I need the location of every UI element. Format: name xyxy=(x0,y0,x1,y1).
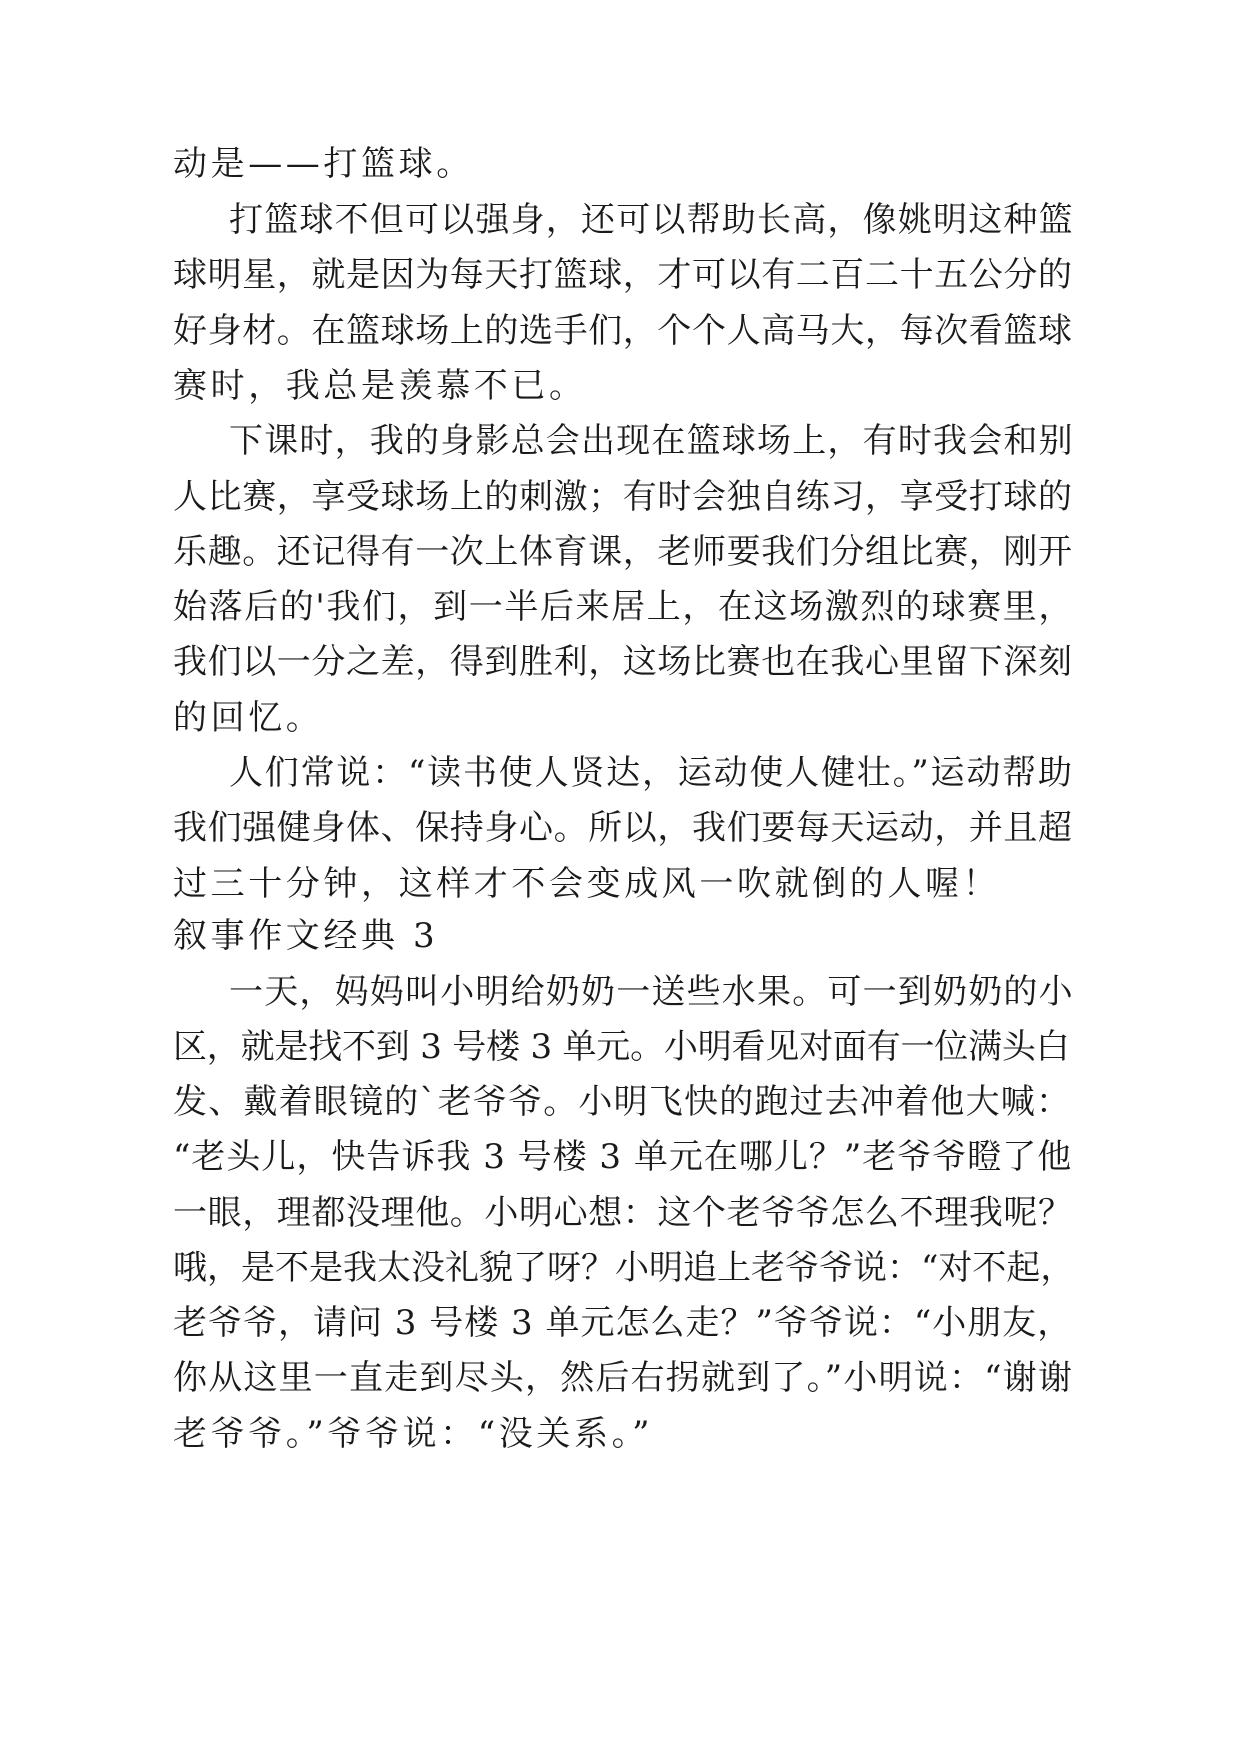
text-line-12: 人们常说：“读书使人贤达，运动使人健壮。”运动帮助 xyxy=(229,753,1074,793)
text-line-11: 的回忆。 xyxy=(173,698,324,738)
text-line-21: 哦，是不是我太没礼貌了呀？小明追上老爷爷说：“对不起， xyxy=(173,1248,1075,1288)
text-line-24: 老爷爷。”爷爷说：“没关系。” xyxy=(173,1414,654,1454)
text-line-16: 一天，妈妈叫小明给奶奶一送些水果。可一到奶奶的小 xyxy=(229,972,1074,1012)
text-line-1: 动是——打篮球。 xyxy=(173,144,474,184)
text-line-9: 始落后的'我们，到一半后来居上，在这场激烈的球赛里， xyxy=(173,587,1074,627)
text-line-23: 你从这里一直走到尽头，然后右拐就到了。”小明说：“谢谢 xyxy=(173,1358,1074,1398)
text-line-2: 打篮球不但可以强身，还可以帮助长高，像姚明这种篮 xyxy=(229,200,1074,240)
text-line-4: 好身材。在篮球场上的选手们，个个人高马大，每次看篮球 xyxy=(173,311,1073,351)
text-line-5: 赛时，我总是羡慕不已。 xyxy=(173,366,587,406)
text-line-14: 过三十分钟，这样才不会变成风一吹就倒的人喔！ xyxy=(173,864,1001,904)
text-line-22: 老爷爷，请问 3 号楼 3 单元怎么走？”爷爷说：“小朋友， xyxy=(173,1303,1073,1343)
text-line-13: 我们强健身体、保持身心。所以，我们要每天运动，并且超 xyxy=(173,808,1073,848)
text-line-6: 下课时，我的身影总会出现在篮球场上，有时我会和别 xyxy=(229,421,1074,461)
text-line-8: 乐趣。还记得有一次上体育课，老师要我们分组比赛，刚开 xyxy=(173,532,1073,572)
section-title: 叙事作文经典 3 xyxy=(173,916,439,956)
text-line-3: 球明星，就是因为每天打篮球，才可以有二百二十五公分的 xyxy=(173,255,1073,295)
text-line-10: 我们以一分之差，得到胜利，这场比赛也在我心里留下深刻 xyxy=(173,642,1073,682)
text-line-7: 人比赛，享受球场上的刺激；有时会独自练习，享受打球的 xyxy=(173,477,1073,517)
text-line-19: “老头儿，快告诉我 3 号楼 3 单元在哪儿？”老爷爷瞪了他 xyxy=(173,1137,1073,1177)
text-line-20: 一眼，理都没理他。小明心想：这个老爷爷怎么不理我呢？ xyxy=(173,1193,1073,1233)
text-line-18: 发、戴着眼镜的`老爷爷。小明飞快的跑过去冲着他大喊： xyxy=(173,1082,1072,1122)
text-line-17: 区，就是找不到 3 号楼 3 单元。小明看见对面有一位满头白 xyxy=(173,1027,1070,1067)
